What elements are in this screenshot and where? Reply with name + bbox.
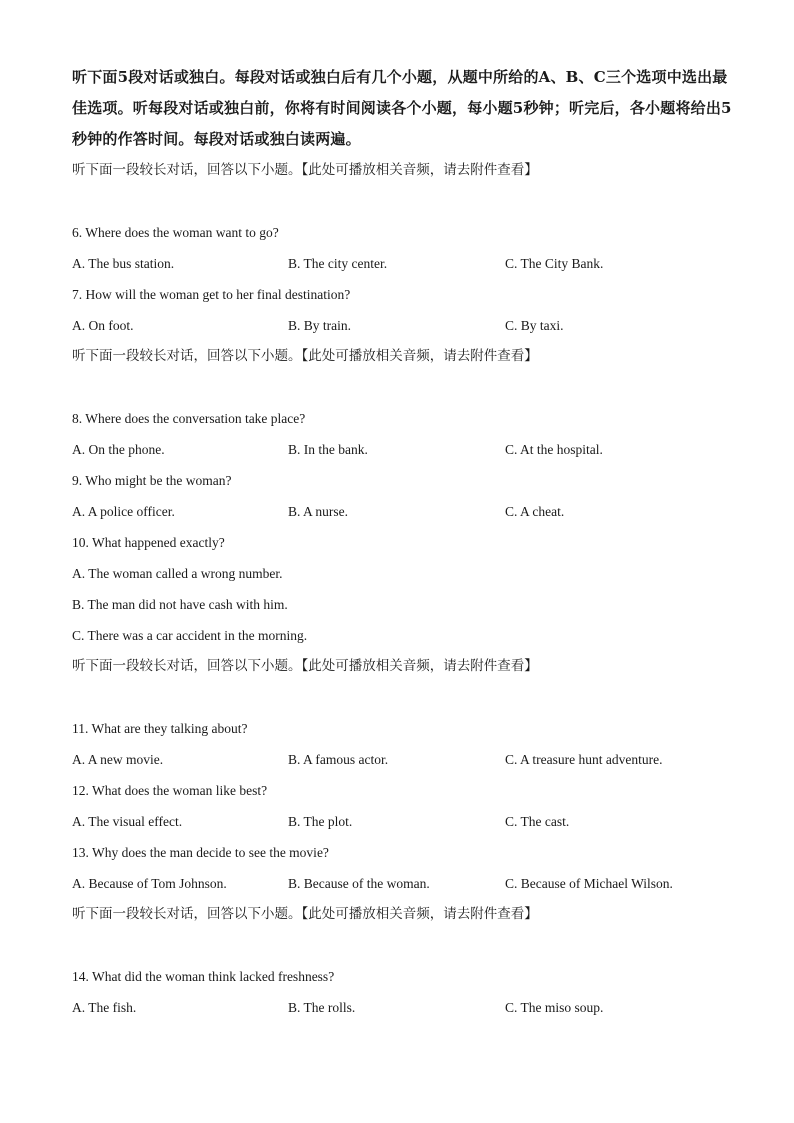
option-b[interactable]: B. The city center. [288,256,388,271]
option-b[interactable]: B. The man did not have cash with him. [72,597,288,612]
option-row [72,806,732,837]
option-b[interactable]: B. By train. [288,318,351,333]
option-a[interactable]: A. The fish. [72,1000,137,1015]
option-c[interactable]: C. A treasure hunt adventure. [505,752,663,767]
option-b[interactable]: B. The plot. [288,814,353,829]
section-instructions: 听下面5段对话或独白。每段对话或独白后有几个小题，从题中所给的A、B、C三个选项中选出最佳选项。听每段对话或独白前，你将有时间阅读各个小题，每小题5秒钟；听完后，各小题将给出5秒钟的作答时间。每段对话或独白读两遍。 [72,68,732,148]
question-stem: 10. What happened exactly? [72,535,225,550]
audio-prompt: 听下面一段较长对话，回答以下小题。【此处可播放相关音频，请去附件查看】 [72,906,538,922]
dialogue-section [72,341,732,651]
option-a[interactable]: A. The woman called a wrong number. [72,566,283,581]
question-stem: 6. Where does the woman want to go? [72,225,279,240]
option-row [72,248,732,279]
option-b[interactable]: B. Because of the woman. [288,876,430,891]
option-a[interactable]: A. Because of Tom Johnson. [72,876,227,891]
question-stem: 9. Who might be the woman? [72,473,232,488]
question-stem: 14. What did the woman think lacked freshness? [72,969,335,984]
option-c[interactable]: C. A cheat. [505,504,565,519]
exam-page [72,62,732,1023]
option-c[interactable]: C. The City Bank. [505,256,604,271]
option-a[interactable]: A. A new movie. [72,752,164,767]
question-stem: 7. How will the woman get to her final destination? [72,287,351,302]
audio-gap [72,372,732,403]
audio-gap [72,186,732,217]
option-c[interactable]: C. The miso soup. [505,1000,604,1015]
audio-prompt: 听下面一段较长对话，回答以下小题。【此处可播放相关音频，请去附件查看】 [72,658,538,674]
audio-prompt: 听下面一段较长对话，回答以下小题。【此处可播放相关音频，请去附件查看】 [72,348,538,364]
audio-prompt: 听下面一段较长对话，回答以下小题。【此处可播放相关音频，请去附件查看】 [72,162,538,178]
option-c[interactable]: C. Because of Michael Wilson. [505,876,673,891]
question-stem: 8. Where does the conversation take place? [72,411,306,426]
option-a[interactable]: A. On the phone. [72,442,165,457]
option-a[interactable]: A. On foot. [72,318,134,333]
option-row [72,992,732,1023]
audio-gap [72,682,732,713]
option-c[interactable]: C. There was a car accident in the morning. [72,628,308,643]
option-b[interactable]: B. A famous actor. [288,752,389,767]
dialogue-section [72,155,732,341]
option-c[interactable]: C. The cast. [505,814,570,829]
option-row [72,310,732,341]
option-row [72,868,732,899]
question-stem: 13. Why does the man decide to see the movie? [72,845,329,860]
option-row [72,744,732,775]
dialogue-section [72,651,732,899]
option-row [72,434,732,465]
option-a[interactable]: A. The visual effect. [72,814,183,829]
audio-gap [72,930,732,961]
dialogue-section [72,899,732,1023]
option-a[interactable]: A. A police officer. [72,504,175,519]
option-c[interactable]: C. By taxi. [505,318,564,333]
option-c[interactable]: C. At the hospital. [505,442,603,457]
option-row [72,496,732,527]
option-b[interactable]: B. A nurse. [288,504,349,519]
option-a[interactable]: A. The bus station. [72,256,175,271]
question-stem: 12. What does the woman like best? [72,783,268,798]
option-b[interactable]: B. In the bank. [288,442,368,457]
option-b[interactable]: B. The rolls. [288,1000,356,1015]
question-stem: 11. What are they talking about? [72,721,248,736]
